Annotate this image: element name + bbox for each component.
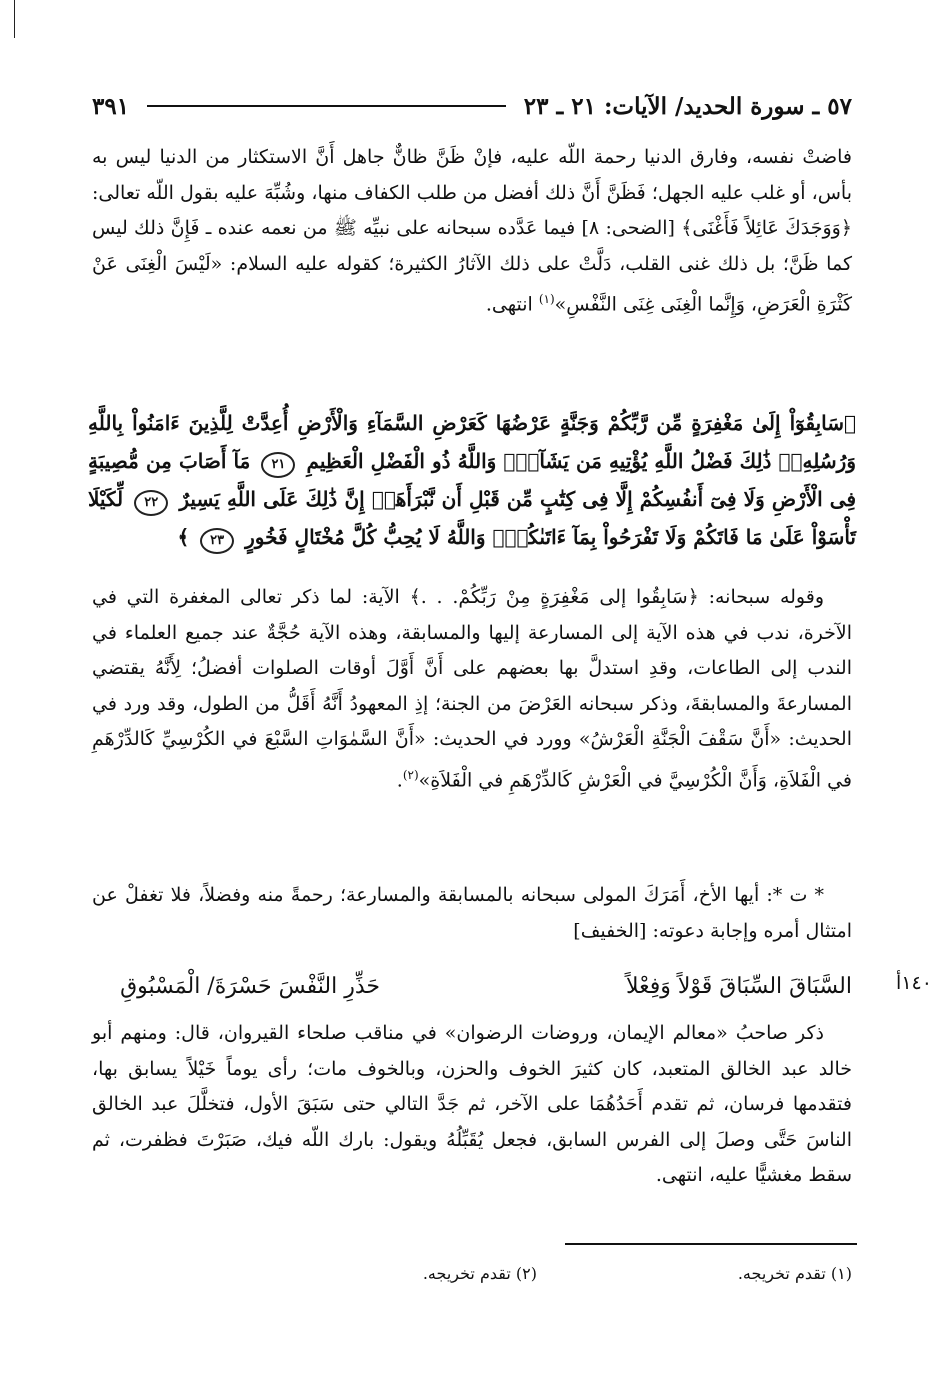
ayah-number-23: ٢٣	[200, 528, 234, 554]
paragraph-1-end: انتهى.	[485, 293, 539, 316]
poem-hemistich-2: حَذِّرِ النَّفْسَ حَسْرَةَ/ الْمَسْبُوقِ	[120, 973, 380, 999]
paragraph-4-text: ذكر صاحبُ «معالم الإيمان، وروضات الرضوان» في مناقب صلحاء القيروان، قال: ومنهم أبو خالد عبد الخالق المتعبد، كان كثيرَ الخوف والحزن، وبالخوف مات؛ رأى يوماً خَيْلاً يسابق بها، فتقدمها فرسان، ثم تقدم أَحَدُهُمَا على الآخر، ثم جَدَّ التالي حتى سَبَقَ الأول، فتخلَّلَ عبد الخالق الناسَ حَتَّى وصلَ إلى الفرس السابق، فجعل يُقَبِّلُهُ ويقول: بارك اللّه فيك، صَبَرْتَ فظفرت، ثم سقط مغشيًّا عليه، انتهى.	[92, 1022, 852, 1186]
footnote-ref-2: (٢)	[402, 767, 419, 782]
crop-mark	[14, 0, 15, 38]
paragraph-2-text: وقوله سبحانه: ﴿سَابِقُوا إلى مَغْفِرَةٍ مِنْ رَبِّكُمْ. . .﴾ الآية: لما ذكر تعالى المغفرة التي في الآخرة، ندب في هذه الآية إلى المسارعة إليها والمسابقة، وهذه الآية حُجَّةٌ عند جميع العلماء في الندب إلى الطاعات، وقدِ استدلَّ بها بعضهم على أَنَّ أَوَّلَ أوقات الصلوات أفضلُ؛ لِأَنَّهُ يقتضي المسارعةَ والمسابقةَ، وذكر سبحانه العَرْضَ من الجنة؛ إذِ المعهودُ أَنَّهُ أَقَلُّ من الطول، وقد ورد في الحديث: «أَنَّ سَقْفَ الْجَنَّةِ الْعَرْشُ» وورد في الحديث: «أَنَّ السَّمٰوَاتِ السَّبْعَ في الكُرْسِيِّ كَالدِّرْهَمِ في الْفَلاَةِ، وَأَنَّ الْكُرْسِيَّ في الْعَرْشِ كَالدِّرْهَمِ في الْفَلاَةِ»	[92, 586, 852, 791]
paragraph-1-text: فاضتْ نفسه، وفارق الدنيا رحمة اللّه عليه، فإنْ ظَنَّ ظانٌّ جاهل أَنَّ الاستكثار من الدنيا ليس به بأس، أو غلب عليه الجهل؛ فَظَنَّ أَنَّ ذلك أفضل من طلب الكفاف منها، وشُبِّهَ عليه بقول اللّه تعالى: ﴿وَوَجَدَكَ عَائِلاً فَأَغْنَى﴾ [الضحى: ٨] فيما عَدَّده سبحانه على نبيِّه ﷺ من نعمه عنده ـ فَإِنَّ ذلك ليس كما ظَنَّ؛ بل ذلك غنى القلب، دَلَّتْ على ذلك الآثارُ الكثيرة؛ كقوله عليه السلام: «لَيْسَ الْغِنَى عَنْ كَثْرَةِ الْعَرَضِ، وَإِنَّما الْغِنَى غِنَى النَّفْسِ»	[92, 146, 852, 316]
poem-verse	[50, 966, 852, 1006]
paragraph-2	[92, 580, 852, 798]
verse-close: ﴾	[177, 525, 190, 549]
footnotes	[92, 1264, 852, 1294]
paragraph-3-text: * ت *: أيها الأخ، أَمَرَكَ المولى سبحانه بالمسابقة والمسارعة؛ رحمةً منه وفضلاً، فلا تغفلْ عن امتثال أمره وإجابة دعوته: [الخفيف]	[92, 884, 852, 942]
footnote-2: (٢) تقدم تخريجه.	[422, 1264, 537, 1283]
manuscript-margin-number: ١٤٠أ	[896, 972, 932, 994]
poem-hemistich-1: السَّبَاقَ السِّبَاقَ قَوْلاً وَفِعْلاً	[626, 973, 852, 999]
paragraph-1	[92, 140, 852, 323]
header-rule	[147, 105, 506, 107]
header-title: ٥٧ ـ سورة الحديد/ الآيات: ٢١ ـ ٢٣	[523, 92, 852, 120]
ayah-number-21: ٢١	[261, 452, 295, 478]
ayah-number-22: ٢٢	[134, 490, 168, 516]
verse-part-2: مَآ أَصَابَ مِن مُّصِيبَةٍ فِى الْأَرْضِ وَلَا فِىٓ أَنفُسِكُمْ إِلَّا فِى كِتَٰبٍ مِّن قَبْلِ أَن نَّبْرَأَهَآۚ إِنَّ ذَٰلِكَ عَلَى اللَّهِ يَسِيرٌ	[88, 449, 857, 511]
paragraph-2-end: .	[396, 768, 403, 791]
paragraph-4	[92, 1016, 852, 1194]
paragraph-3	[92, 878, 852, 949]
footnote-separator	[565, 1243, 857, 1245]
paragraph-1-body	[92, 140, 852, 323]
footnote-1: (١) تقدم تخريجه.	[737, 1264, 852, 1283]
page-number: ٣٩١	[92, 92, 130, 120]
verse-part-1: ﴿سَابِقُوٓاْ إِلَىٰ مَغْفِرَةٍ مِّن رَّبِّكُمْ وَجَنَّةٍ عَرْضُهَا كَعَرْضِ السَّمَآءِ وَالْأَرْضِ أُعِدَّتْ لِلَّذِينَ ءَامَنُواْ بِاللَّهِ وَرُسُلِهِۦۚ ذَٰلِكَ فَضْلُ اللَّهِ يُؤْتِيهِ مَن يَشَآءُۚ وَاللَّهُ ذُو الْفَضْلِ الْعَظِيمِ	[88, 411, 856, 473]
quran-verse-block	[88, 404, 856, 556]
running-header	[92, 88, 852, 124]
verse-part-3: لِّكَيْلَا تَأْسَوْاْ عَلَىٰ مَا فَاتَكُمْ وَلَا تَفْرَحُواْ بِمَآ ءَاتَىٰكُمْۗ وَاللَّهُ لَا يُحِبُّ كُلَّ مُخْتَالٍ فَخُورٍ	[88, 487, 856, 549]
paragraph-2-body	[92, 580, 852, 798]
footnote-ref-1: (١)	[538, 292, 555, 306]
